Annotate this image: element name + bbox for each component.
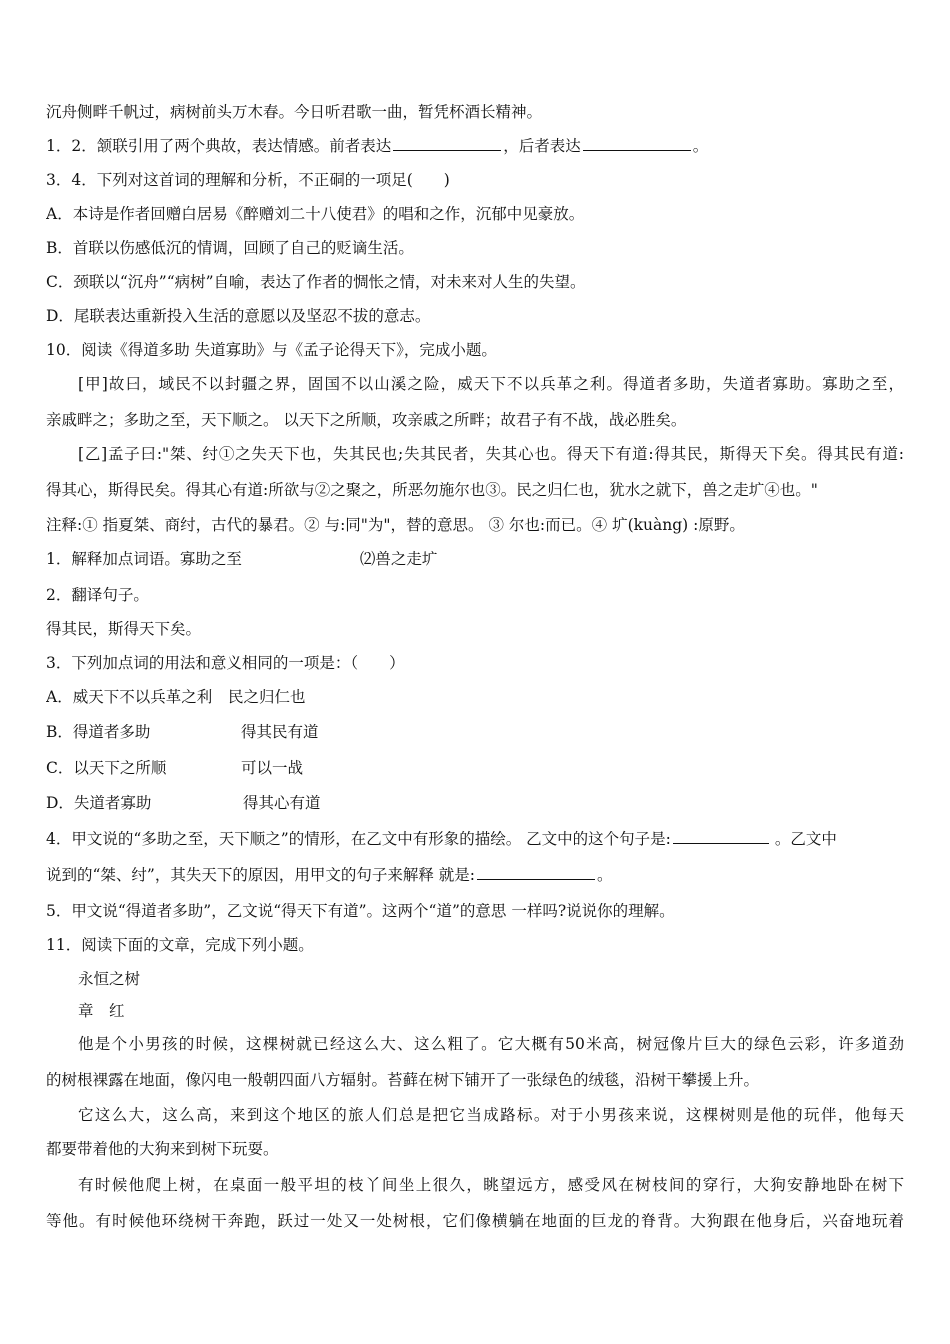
sub-question-4-text: 。: [597, 866, 613, 884]
poem-tail: 沉舟侧畔千帆过，病树前头万木春。今日听君歌一曲，暂凭杯酒长精神。: [46, 103, 543, 121]
answer-blank[interactable]: [583, 149, 691, 151]
sub-question-3-option: [46, 686, 904, 708]
option-a: A．本诗是作者回赠白居易《醉赠刘二十八使君》的唱和之作，沉郁中见豪放。: [46, 205, 585, 223]
option-right: 民之归仁也: [228, 688, 306, 706]
option-left: D．失道者寡助: [46, 794, 152, 812]
sub-question-5: 5．甲文说“得道者多助”，乙文说“得天下有道”。这两个“道”的意思 一样吗?说说你的理解。: [46, 902, 675, 920]
passage-yi-line: [乙]孟子曰:"桀、纣①之失天下也，失其民也;失其民者，失其心也。得天下有道:得其民，斯得天下矣。得其民有道:: [78, 445, 904, 463]
option-left: C．以天下之所顺: [46, 759, 167, 777]
sub-question-3-option: [46, 757, 904, 779]
answer-blank[interactable]: [393, 149, 501, 151]
question-3-4-stem: 3．4．下列对这首词的理解和分析，不正硐的一项足( ): [46, 171, 450, 189]
sub-question-4-line: [46, 828, 904, 850]
sub-question-3-option: [46, 721, 904, 743]
sub-question-1-item-2: ⑵兽之走圹: [359, 550, 438, 568]
translate-sentence: 得其民，斯得天下矣。: [46, 620, 202, 638]
passage-yi-line: 得其心，斯得民矣。得其心有道:所欲与②之聚之，所恶勿施尔也③。民之归仁也，犹水之就下，兽之走圹④也。": [46, 481, 818, 499]
sub-question-3-stem: 3．下列加点词的用法和意义相同的一项是：（ ）: [46, 654, 405, 672]
question-1-2-prefix: 1．2．颔联引用了两个典故，表达情感。前者表达: [46, 137, 392, 155]
option-d: D．尾联表达重新投入生活的意愿以及坚忍不拔的意志。: [46, 307, 431, 325]
essay-paragraph-line: 等他。有时候他环绕树干奔跑，跃过一处又一处树根，它们像横躺在地面的巨龙的脊背。大狗跟在他身后，兴奋地玩着: [46, 1212, 904, 1230]
essay-paragraph-line: 都要带着他的大狗来到树下玩耍。: [46, 1140, 279, 1158]
option-right: 可以一战: [241, 759, 304, 777]
essay-title: 永恒之树: [78, 970, 141, 988]
option-left: B．得道者多助: [46, 723, 151, 741]
question-11-title: 11．阅读下面的文章，完成下列小题。: [46, 936, 314, 954]
question-1-2-middle: ，后者表达: [503, 137, 581, 155]
sub-question-1: [46, 548, 904, 570]
essay-paragraph-line: 他是个小男孩的时候，这棵树就已经这么大、这么粗了。它大概有50米高，树冠像片巨大的绿色云彩，许多道劲: [78, 1035, 904, 1053]
option-b: B．首联以伤感低沉的情调，回顾了自己的贬谪生活。: [46, 239, 414, 257]
sub-question-1-label: 1．解释加点词语。寡助之至: [46, 550, 242, 568]
option-right: 得其民有道: [241, 723, 319, 741]
option-c: C．颈联以“沉舟”“病树”自喻，表达了作者的惆怅之情，对未来对人生的失望。: [46, 273, 586, 291]
passage-jia-line: [甲]故曰，域民不以封疆之界，固国不以山溪之险，威天下不以兵革之利。得道者多助，失道者寡助。寡助之至，: [78, 375, 904, 393]
sub-question-4-text: 说到的“桀、纣”，其失天下的原因，用甲文的句子来解释 就是:: [46, 866, 475, 884]
sub-question-3-option: [46, 792, 904, 814]
sub-question-4-text: 4．甲文说的“多助之至，天下顺之”的情形，在乙文中有形象的描绘。 乙文中的这个句子是:: [46, 830, 671, 848]
annotation-notes: 注释:① 指夏桀、商纣，古代的暴君。② 与:同"为"，替的意思。 ③ 尔也:而已。④ 圹(kuàng) :原野。: [46, 516, 745, 534]
answer-blank[interactable]: [673, 842, 769, 844]
option-left: A．威天下不以兵革之利: [46, 688, 213, 706]
essay-author: 章 红: [78, 1002, 125, 1020]
sub-question-2: 2．翻译句子。: [46, 586, 149, 604]
question-1-2-suffix: 。: [692, 137, 709, 155]
answer-blank[interactable]: [477, 878, 595, 880]
option-right: 得其心有道: [243, 794, 321, 812]
passage-jia-line: 亲戚畔之；多助之至，天下顺之。 以天下之所顺，攻亲戚之所畔；故君子有不战，战必胜矣。: [46, 411, 687, 429]
essay-paragraph-line: 它这么大，这么高，来到这个地区的旅人们总是把它当成路标。对于小男孩来说，这棵树则是他的玩伴，他每天: [78, 1106, 904, 1124]
sub-question-4-line: [46, 864, 904, 886]
question-1-2: [46, 135, 904, 157]
essay-paragraph-line: 的树根裸露在地面，像闪电一般朝四面八方辐射。苔藓在树下铺开了一张绿色的绒毯，沿树干攀援上升。: [46, 1071, 760, 1089]
essay-paragraph-line: 有时候他爬上树，在桌面一般平坦的枝丫间坐上很久，眺望远方，感受风在树枝间的穿行，大狗安静地卧在树下: [78, 1176, 904, 1194]
sub-question-4-text: 。乙文中: [774, 830, 837, 848]
question-10-title: 10．阅读《得道多助 失道寡助》与《孟子论得天下》，完成小题。: [46, 341, 497, 359]
